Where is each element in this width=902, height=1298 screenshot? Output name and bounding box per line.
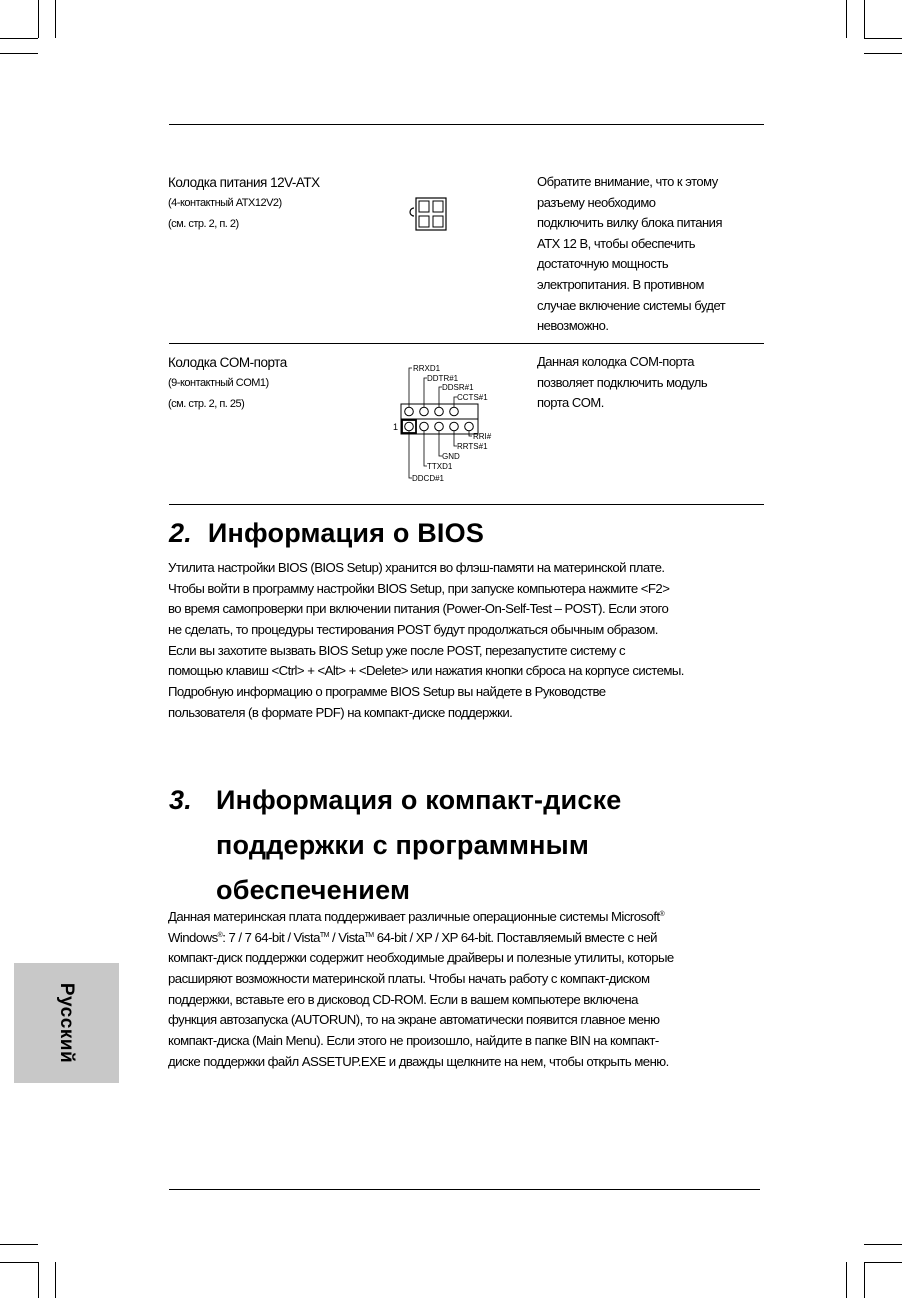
crop-mark bbox=[846, 0, 847, 38]
section-paragraph bbox=[168, 907, 674, 1073]
pin-label-rrts1: RRTS#1 bbox=[457, 442, 488, 451]
pin-label-rri: RRI# bbox=[473, 432, 492, 441]
pin-label-ddtr1: DDTR#1 bbox=[427, 374, 459, 383]
paragraph-line: пользователя (в формате PDF) на компакт-диске поддержки. bbox=[168, 704, 513, 720]
paragraph-line: Чтобы войти в программу настройки BIOS Setup, при запуске компьютера нажмите <F2> bbox=[168, 580, 670, 596]
crop-mark bbox=[55, 0, 56, 38]
crop-mark bbox=[864, 1262, 865, 1298]
section-title-line: Информация о компакт-диске bbox=[216, 785, 622, 815]
crop-mark bbox=[864, 38, 902, 39]
language-tab-label: Русский bbox=[56, 982, 77, 1064]
section-number: 2. bbox=[169, 518, 192, 548]
connector-label: Колодка COM-порта bbox=[168, 355, 287, 370]
note-line: ATX 12 В, чтобы обеспечить bbox=[537, 235, 695, 251]
crop-mark bbox=[0, 53, 38, 54]
footer-rule bbox=[169, 1189, 760, 1190]
pin-label-ddcd1: DDCD#1 bbox=[412, 474, 445, 483]
note-line: Данная колодка COM-порта bbox=[537, 354, 695, 369]
trademark-mark: TM bbox=[319, 931, 329, 939]
paragraph-text: 64-bit / XP / XP 64-bit. Поставляемый вместе с ней bbox=[373, 929, 657, 945]
paragraph-line: Подробную информацию о программе BIOS Setup вы найдете в Руководстве bbox=[168, 684, 606, 700]
note-line: Обратите внимание, что к этому bbox=[537, 174, 718, 189]
paragraph-line: Если вы захотите вызвать BIOS Setup уже после POST, перезапустите систему с bbox=[168, 642, 625, 658]
crop-mark bbox=[0, 1262, 38, 1263]
note-line: электропитания. В противном bbox=[537, 276, 704, 292]
crop-mark bbox=[864, 1244, 902, 1245]
connector-pin-count: (4-контактный ATX12V2) bbox=[168, 197, 282, 209]
crop-mark bbox=[846, 1262, 847, 1298]
note-line: невозможно. bbox=[537, 318, 609, 334]
table-row bbox=[168, 172, 398, 235]
crop-mark bbox=[38, 1262, 39, 1298]
connector-label: Колодка питания 12V-ATX bbox=[168, 175, 320, 190]
registered-mark: ® bbox=[217, 931, 223, 939]
trademark-mark: TM bbox=[364, 931, 374, 939]
crop-mark bbox=[38, 0, 39, 38]
connector-page-ref: (см. стр. 2, п. 25) bbox=[168, 398, 245, 410]
pin-label-ddsr1: DDSR#1 bbox=[442, 383, 474, 392]
paragraph-text: Windows bbox=[168, 929, 218, 945]
crop-mark bbox=[864, 53, 902, 54]
paragraph-line: во время самопроверки при включении питания (Power-On-Self-Test – POST). Если этого bbox=[168, 601, 669, 617]
section-title-line: обеспечением bbox=[216, 875, 411, 905]
section-number: 3. bbox=[169, 785, 192, 815]
registered-mark: ® bbox=[659, 911, 665, 918]
table-row-divider bbox=[169, 343, 764, 344]
paragraph-line: Данная материнская плата поддерживает различные операционные системы Microsoft bbox=[168, 909, 660, 924]
pin-one-marker: 1 bbox=[393, 422, 399, 432]
paragraph-line: диске поддержки файл ASSETUP.EXE и дважды щелкните на нем, чтобы открыть меню. bbox=[168, 1053, 669, 1069]
paragraph-line: помощью клавиш <Ctrl> + <Alt> + <Delete> или нажатия кнопки сброса на корпусе системы. bbox=[168, 663, 684, 679]
connector-note bbox=[537, 352, 765, 414]
table-bottom-rule bbox=[169, 504, 764, 505]
paragraph-line: Утилита настройки BIOS (BIOS Setup) хранится во флэш-памяти на материнской плате. bbox=[168, 560, 665, 575]
pin-label-ttxd1: TTXD1 bbox=[427, 462, 453, 471]
connector-note bbox=[537, 172, 765, 337]
note-line: подключить вилку блока питания bbox=[537, 215, 722, 231]
note-line: порта COM. bbox=[537, 395, 604, 411]
paragraph-text: / Vista bbox=[328, 929, 365, 945]
section-paragraph bbox=[168, 558, 684, 724]
crop-mark bbox=[0, 38, 38, 39]
crop-mark bbox=[864, 1262, 902, 1263]
connector-pin-count: (9-контактный COM1) bbox=[168, 377, 269, 389]
atx12v-connector-diagram bbox=[404, 195, 454, 235]
note-line: разъему необходимо bbox=[537, 194, 656, 210]
top-rule bbox=[169, 124, 764, 125]
paragraph-line: поддержки, вставьте его в дисковод CD-ROM. Если в вашем компьютере включена bbox=[168, 991, 638, 1007]
section-heading bbox=[169, 778, 622, 913]
com-port-pinout-diagram bbox=[392, 360, 502, 485]
note-line: случае включение системы будет bbox=[537, 297, 726, 313]
paragraph-line: компакт-диск поддержки содержит необходимые драйверы и полезные утилиты, которые bbox=[168, 950, 674, 966]
pin-label-gnd: GND bbox=[442, 452, 460, 461]
paragraph-line: не сделать, то процедуры тестирования POST будут продолжаться обычным образом. bbox=[168, 622, 658, 638]
section-heading bbox=[169, 518, 484, 549]
crop-mark bbox=[55, 1262, 56, 1298]
paragraph-line: расширяют возможности материнской платы. Чтобы начать работу с компакт-диском bbox=[168, 971, 650, 987]
note-line: позволяет подключить модуль bbox=[537, 374, 708, 390]
pin-label-ccts1: CCTS#1 bbox=[457, 393, 488, 402]
crop-mark bbox=[0, 1244, 38, 1245]
crop-mark bbox=[864, 0, 865, 38]
connector-page-ref: (см. стр. 2, п. 2) bbox=[168, 218, 239, 230]
table-row bbox=[168, 352, 398, 415]
paragraph-line: компакт-диска (Main Menu). Если этого не произошло, найдите в папке BIN на компакт- bbox=[168, 1033, 659, 1049]
note-line: достаточную мощность bbox=[537, 256, 669, 272]
section-title: Информация о BIOS bbox=[207, 518, 485, 548]
pin-label-rrxd1: RRXD1 bbox=[413, 364, 441, 373]
paragraph-line: функция автозапуска (AUTORUN), то на экране автоматически появится главное меню bbox=[168, 1012, 660, 1028]
section-title-line: поддержки с программным bbox=[216, 830, 590, 860]
paragraph-text: : 7 / 7 64-bit / Vista bbox=[222, 929, 320, 945]
